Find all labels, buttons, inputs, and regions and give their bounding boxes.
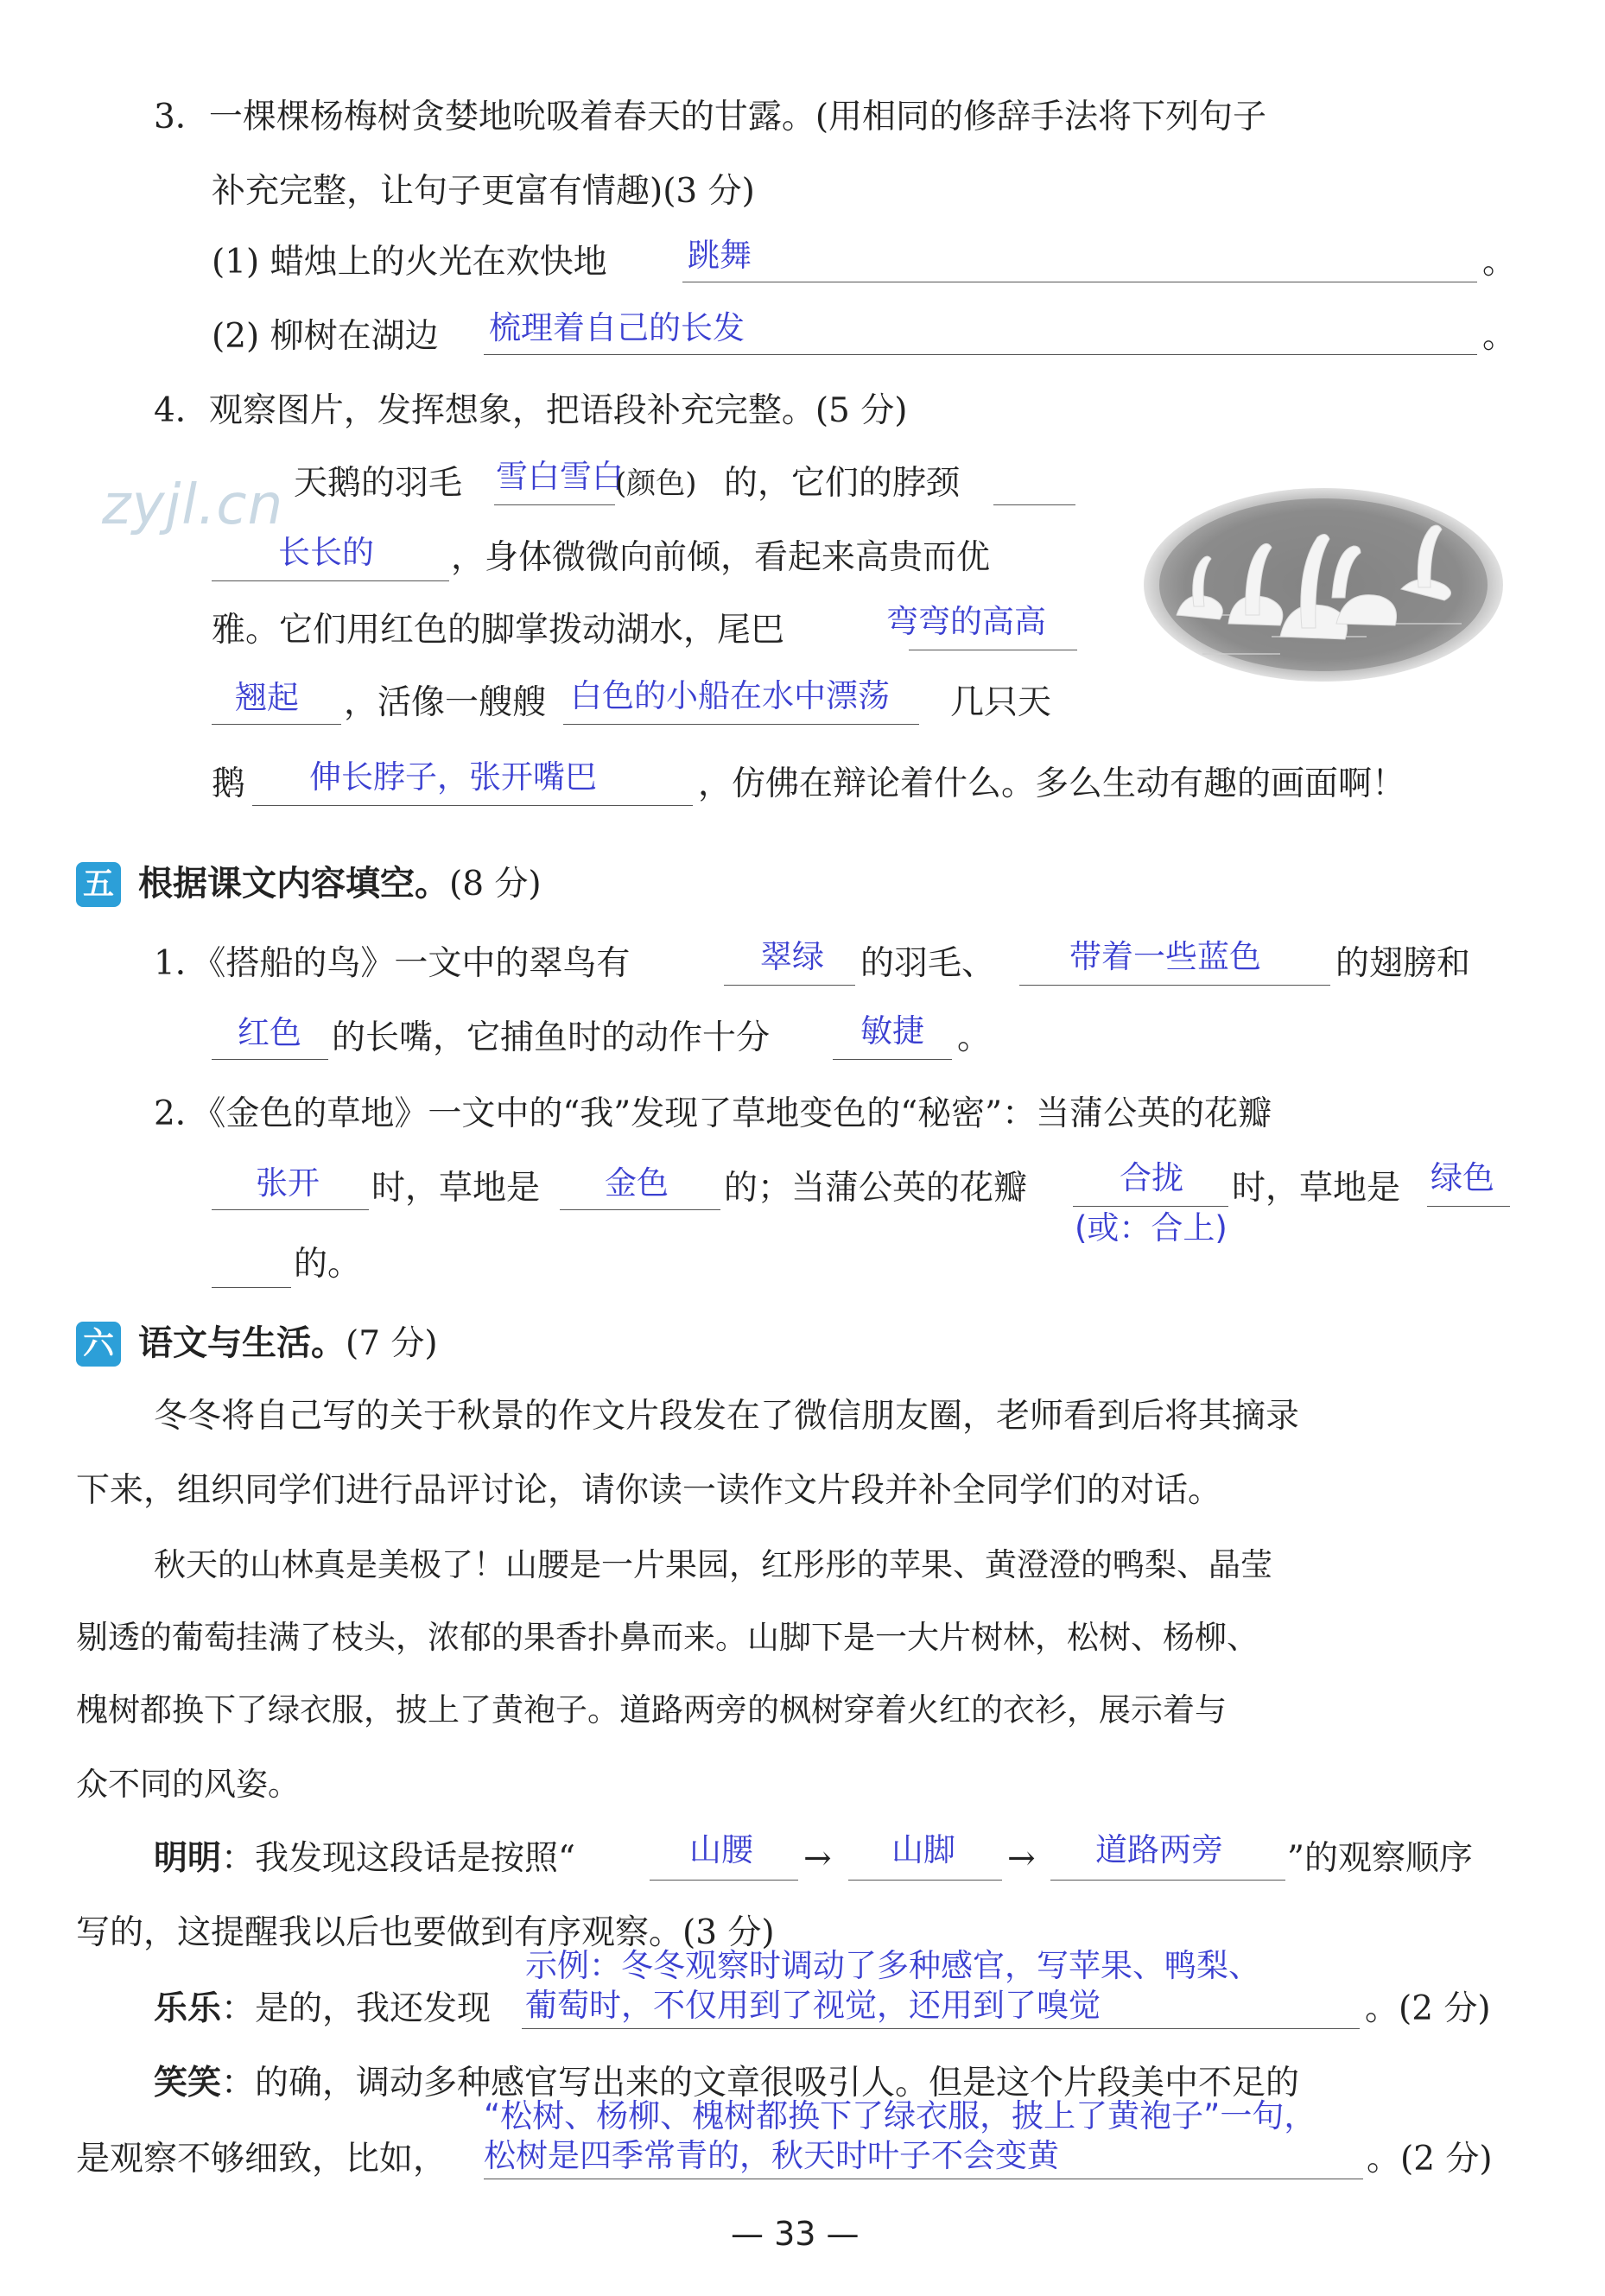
q3-item2-end: 。 bbox=[1482, 317, 1517, 356]
s6-mm-ans2: 山脚 bbox=[891, 1831, 955, 1868]
q3-item2-blank bbox=[484, 354, 1477, 355]
s5-q1-c: 的翅膀和 bbox=[1335, 944, 1471, 983]
s6-mm-blank2 bbox=[848, 1880, 1002, 1881]
s5-q1-ans1: 翠绿 bbox=[760, 938, 824, 975]
section6-heading bbox=[138, 1320, 438, 1373]
q4-l5-blank bbox=[252, 805, 693, 806]
q3-line1: 3．一棵棵杨梅树贪婪地吮吸着春天的甘露。(用相同的修辞手法将下列句子 bbox=[154, 98, 1267, 136]
s5-q1-blank3 bbox=[212, 1059, 328, 1060]
s5-q2-ans3-alt: (或：合上) bbox=[1075, 1209, 1228, 1246]
s6-xx-b: 是观察不够细致，比如， bbox=[76, 2140, 447, 2179]
s6-mm-a: ：我发现这段话是按照“ bbox=[221, 1839, 575, 1878]
speaker-mingming: 明明 bbox=[154, 1839, 222, 1878]
arrow-icon-2: → bbox=[1007, 1839, 1036, 1878]
q3-line2: 补充完整，让句子更富有情趣)(3 分) bbox=[212, 172, 755, 211]
section6-score: (7 分) bbox=[346, 1324, 438, 1363]
s5-q1-ans3: 红色 bbox=[238, 1014, 301, 1051]
q4-l1b: 的，它们的脖颈 bbox=[724, 464, 961, 503]
s5-q2-ans2: 金色 bbox=[605, 1164, 669, 1202]
s5-q1-ans2: 带着一些蓝色 bbox=[1069, 938, 1261, 975]
section5-title: 根据课文内容填空。 bbox=[138, 864, 449, 904]
q4-l1a: 天鹅的羽毛 bbox=[294, 464, 463, 503]
arrow-icon: → bbox=[803, 1839, 832, 1878]
q4-l4-answer2: 白色的小船在水中漂荡 bbox=[570, 677, 890, 714]
s5-q2-blank5 bbox=[212, 1287, 291, 1288]
q3-item2-prefix: (2) 柳树在湖边 bbox=[212, 317, 439, 356]
s6-mm-blank1 bbox=[650, 1880, 798, 1881]
s6-mm-c: 写的，这提醒我以后也要做到有序观察。(3 分) bbox=[76, 1913, 775, 1952]
s6-xx-end: 。(2 分) bbox=[1367, 2140, 1493, 2179]
s6-intro1: 冬冬将自己写的关于秋景的作文片段发在了微信朋友圈，老师看到后将其摘录 bbox=[154, 1397, 1300, 1436]
s6-passage-line4: 众不同的风姿。 bbox=[76, 1766, 300, 1803]
s6-xx-ans2: 松树是四季常青的，秋天时叶子不会变黄 bbox=[484, 2137, 1059, 2174]
s6-mm-b: ”的观察顺序 bbox=[1287, 1839, 1473, 1878]
s5-q2-ans3: 合拢 bbox=[1120, 1159, 1183, 1196]
s6-lele-line bbox=[154, 1987, 491, 2032]
q4-l1-answer: 雪白雪白 bbox=[496, 458, 624, 495]
speaker-lele: 乐乐 bbox=[154, 1989, 222, 2028]
s5-q2-blank4 bbox=[1427, 1206, 1510, 1207]
s5-q1-e: 。 bbox=[957, 1018, 992, 1057]
s5-q2-blank2 bbox=[560, 1209, 720, 1210]
s5-q2-d: 时，草地是 bbox=[1232, 1169, 1401, 1208]
q4-l2b: ，身体微微向前倾，看起来高贵而优 bbox=[451, 538, 991, 577]
q4-l5b: ，仿佛在辩论着什么。多么生动有趣的画面啊！ bbox=[698, 764, 1406, 803]
s6-passage-line2: 剔透的葡萄挂满了枝头，浓郁的果香扑鼻而来。山脚下是一大片树林，松树、杨柳、 bbox=[76, 1619, 1259, 1656]
q4-l2-answer: 长长的 bbox=[278, 534, 374, 571]
q3-item1-prefix: (1) 蜡烛上的火光在欢快地 bbox=[212, 243, 607, 282]
s6-ll-ans1: 示例：冬冬观察时调动了多种感官，写苹果、鸭梨、 bbox=[525, 1947, 1260, 1984]
s5-q2-c: 的；当蒲公英的花瓣 bbox=[724, 1169, 1028, 1208]
s6-passage-line1: 秋天的山林真是美极了！山腰是一片果园，红彤彤的苹果、黄澄澄的鸭梨、晶莹 bbox=[154, 1546, 1272, 1583]
q4-l4-blank2 bbox=[563, 724, 919, 725]
q4-title: 4．观察图片，发挥想象，把语段补充完整。(5 分) bbox=[154, 391, 908, 430]
watermark: zyjl.cn bbox=[102, 473, 284, 537]
section5-heading bbox=[138, 860, 542, 914]
q4-l2-blank bbox=[212, 580, 449, 581]
q4-l3a: 雅。它们用红色的脚掌拨动湖水，尾巴 bbox=[212, 611, 785, 650]
s6-passage-line3: 槐树都换下了绿衣服，披上了黄袍子。道路两旁的枫树穿着火红的衣衫，展示着与 bbox=[76, 1691, 1227, 1728]
s6-mm-blank3 bbox=[1050, 1880, 1285, 1881]
section5-score: (8 分) bbox=[449, 865, 542, 904]
s5-q2-blank3 bbox=[1073, 1206, 1228, 1207]
s5-q1-b: 的羽毛、 bbox=[860, 944, 996, 983]
q4-l4-answer: 翘起 bbox=[235, 679, 299, 716]
s5-q1-blank2 bbox=[1019, 985, 1330, 986]
section6-icon: 六 bbox=[76, 1322, 121, 1367]
s6-mingming-line bbox=[154, 1836, 575, 1881]
s5-q2-e: 的。 bbox=[294, 1245, 362, 1284]
s5-q2-b: 时，草地是 bbox=[371, 1169, 541, 1208]
page-number: — 33 — bbox=[731, 2215, 860, 2253]
q3-item1-end: 。 bbox=[1482, 243, 1517, 282]
q4-l5a: 鹅 bbox=[212, 764, 246, 803]
q4-l4b: ，活像一艘艘 bbox=[344, 683, 547, 722]
speaker-xiaoxiao: 笑笑 bbox=[154, 2064, 222, 2103]
s6-ll-ans2: 葡萄时，不仅用到了视觉，还用到了嗅觉 bbox=[525, 1987, 1101, 2024]
section5-icon: 五 bbox=[76, 862, 121, 907]
q4-l1-hint: (颜色) bbox=[615, 466, 697, 501]
s6-ll-end: 。(2 分) bbox=[1365, 1989, 1491, 2028]
s5-q1-a: 1．《搭船的鸟》一文中的翠鸟有 bbox=[154, 944, 631, 983]
s5-q2-ans4: 绿色 bbox=[1431, 1159, 1494, 1196]
q3-item2-answer: 梳理着自己的长发 bbox=[489, 309, 745, 346]
swans-illustration bbox=[1142, 485, 1505, 684]
s5-q2-ans1: 张开 bbox=[256, 1164, 320, 1202]
s6-ll-blank bbox=[522, 2028, 1360, 2029]
s5-q2-blank1 bbox=[212, 1209, 369, 1210]
s6-ll-a: ：是的，我还发现 bbox=[221, 1989, 492, 2028]
s5-q1-d: 的长嘴，它捕鱼时的动作十分 bbox=[332, 1018, 771, 1057]
q4-l3-answer: 弯弯的高高 bbox=[886, 603, 1046, 640]
s5-q1-blank4 bbox=[833, 1059, 952, 1060]
section6-title: 语文与生活。 bbox=[138, 1323, 346, 1363]
s6-mm-ans3: 道路两旁 bbox=[1095, 1831, 1223, 1868]
q4-l5-answer: 伸长脖子，张开嘴巴 bbox=[309, 758, 597, 796]
q4-l1-neck-blank bbox=[993, 504, 1075, 505]
s6-xx-a: ：的确，调动多种感官写出来的文章很吸引人。但是这个片段美中不足的 bbox=[221, 2064, 1300, 2103]
q4-l4c: 几只天 bbox=[950, 683, 1052, 722]
s5-q1-blank1 bbox=[724, 985, 855, 986]
s6-intro2: 下来，组织同学们进行品评讨论，请你读一读作文片段并补全同学们的对话。 bbox=[76, 1471, 1222, 1510]
s6-xx-ans1: “松树、杨柳、槐树都换下了绿衣服，披上了黄袍子”一句， bbox=[484, 2097, 1316, 2134]
s5-q1-ans4: 敏捷 bbox=[860, 1012, 924, 1050]
q3-item1-answer: 跳舞 bbox=[688, 237, 752, 274]
q4-l1-blank bbox=[494, 504, 615, 505]
s6-mm-ans1: 山腰 bbox=[689, 1831, 753, 1868]
s5-q2-a: 2．《金色的草地》一文中的“我”发现了草地变色的“秘密”：当蒲公英的花瓣 bbox=[154, 1094, 1272, 1133]
q4-l4-blank bbox=[212, 724, 341, 725]
